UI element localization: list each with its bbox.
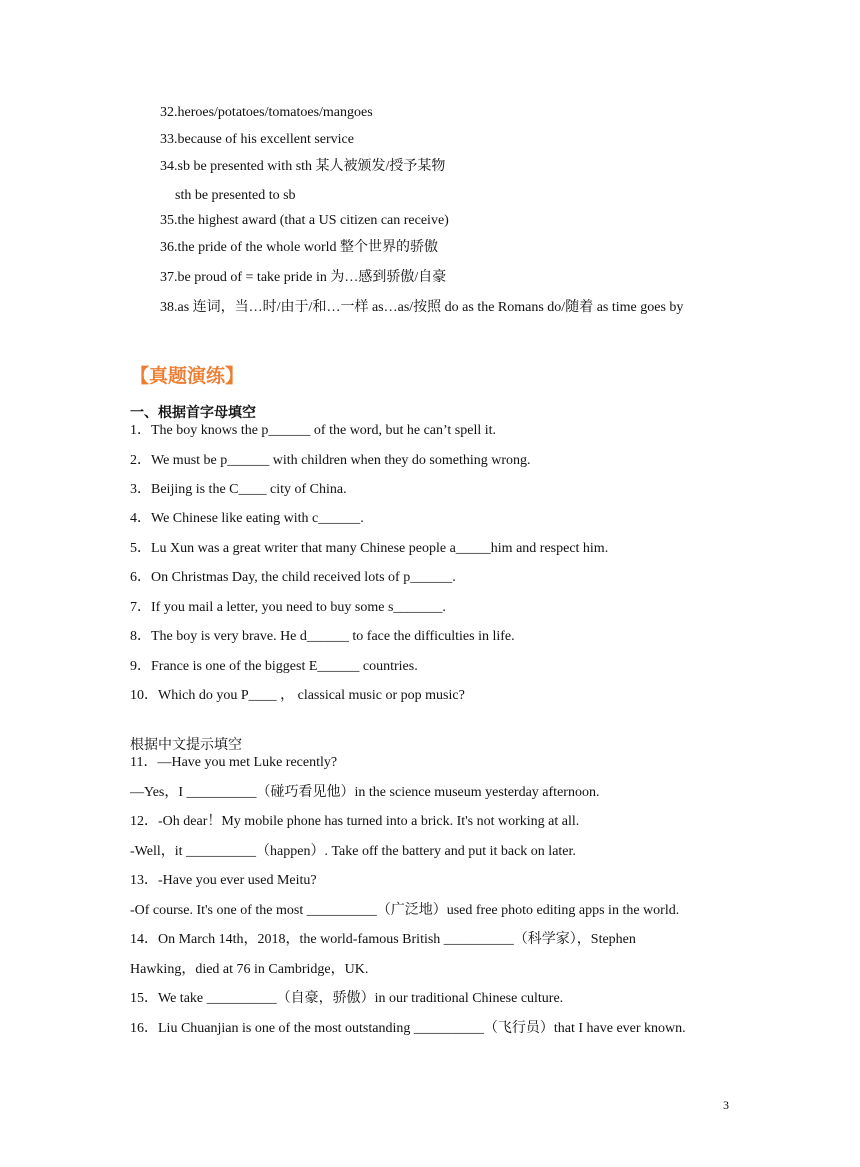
vocab-item-34: 34.sb be presented with sth 某人被颁发/授予某物: [160, 159, 446, 174]
vocab-item-35: 35.the highest award (that a US citizen can receive): [160, 213, 449, 228]
question-13-answer: -Of course. It's one of the most __________（广泛地）used free photo editing apps in the world.: [130, 903, 680, 918]
question-16: 16．Liu Chuanjian is one of the most outstanding __________（飞行员）that I have ever known.: [130, 1021, 686, 1036]
question-8: 8．The boy is very brave. He d______ to face the difficulties in life.: [130, 629, 515, 644]
vocab-item-37: 37.be proud of = take pride in 为…感到骄傲/自豪: [160, 270, 447, 285]
question-3: 3．Beijing is the C____ city of China.: [130, 482, 347, 497]
question-9: 9．France is one of the biggest E______ countries.: [130, 659, 418, 674]
question-13: 13．-Have you ever used Meitu?: [130, 873, 317, 888]
question-12: 12．-Oh dear！My mobile phone has turned into a brick. It's not working at all.: [130, 814, 580, 829]
question-4: 4．We Chinese like eating with c______.: [130, 511, 364, 526]
question-11: 11．—Have you met Luke recently?: [130, 755, 338, 770]
question-10: 10．Which do you P____ ， classical music or pop music?: [130, 688, 465, 703]
question-11-answer: —Yes，I __________（碰巧看见他）in the science museum yesterday afternoon.: [130, 785, 600, 800]
vocab-item-32: 32.heroes/potatoes/tomatoes/mangoes: [160, 105, 373, 120]
question-14: 14．On March 14th，2018，the world-famous British __________（科学家），Stephen: [130, 932, 636, 947]
question-1: 1．The boy knows the p______ of the word, but he can’t spell it.: [130, 423, 497, 438]
section1-title: 一、根据首字母填空: [130, 405, 256, 421]
question-2: 2．We must be p______ with children when they do something wrong.: [130, 453, 531, 468]
question-14-cont: Hawking，died at 76 in Cambridge，UK.: [130, 962, 369, 977]
section-heading: 【真题演练】: [130, 365, 245, 387]
page-number: 3: [723, 1098, 729, 1112]
question-15: 15．We take __________（自豪，骄傲）in our traditional Chinese culture.: [130, 991, 564, 1006]
question-6: 6．On Christmas Day, the child received lots of p______.: [130, 570, 456, 585]
question-7: 7．If you mail a letter, you need to buy some s_______.: [130, 600, 446, 615]
question-12-answer: -Well，it __________（happen）. Take off the battery and put it back on later.: [130, 844, 576, 859]
vocab-item-33: 33.because of his excellent service: [160, 132, 354, 147]
vocab-item-38: 38.as 连词，当…时/由于/和…一样 as…as/按照 do as the Romans do/随着 as time goes by: [160, 300, 684, 315]
question-5: 5．Lu Xun was a great writer that many Chinese people a_____him and respect him.: [130, 541, 609, 556]
vocab-item-34-sub: sth be presented to sb: [175, 188, 296, 203]
section2-title: 根据中文提示填空: [130, 738, 242, 753]
vocab-item-36: 36.the pride of the whole world 整个世界的骄傲: [160, 240, 439, 255]
